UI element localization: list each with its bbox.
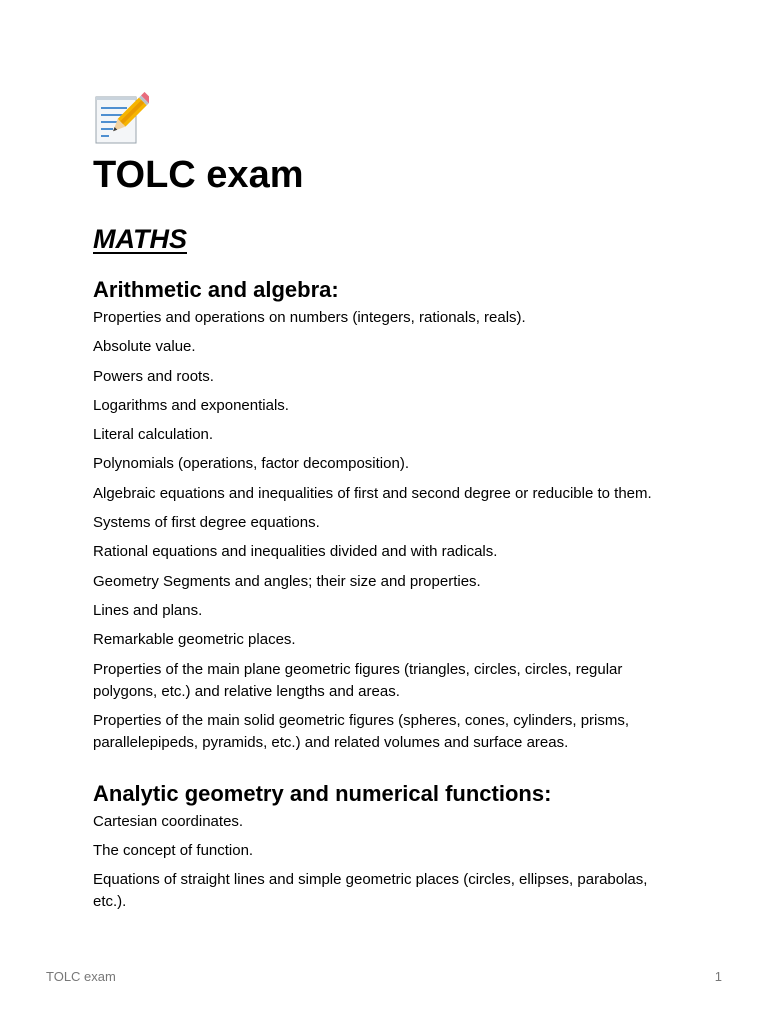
list-item: The concept of function. xyxy=(93,842,254,860)
footer-title: TOLC exam xyxy=(46,969,116,984)
document-body xyxy=(93,92,683,921)
list-item: Algebraic equations and inequalities of first and second degree or reducible to them. xyxy=(93,484,652,502)
topic-list xyxy=(93,307,683,754)
list-item: Powers and roots. xyxy=(93,367,214,385)
page-number: 1 xyxy=(714,969,722,984)
subsection-heading: Arithmetic and algebra: xyxy=(93,277,339,302)
list-item: Properties and operations on numbers (integers, rationals, reals). xyxy=(93,309,526,326)
topic-list xyxy=(93,811,683,914)
list-item: Absolute value. xyxy=(93,338,196,356)
list-item: Systems of first degree equations. xyxy=(93,514,320,532)
list-item: Logarithms and exponentials. xyxy=(93,396,289,414)
page-title: TOLC exam xyxy=(93,154,304,196)
list-item: Rational equations and inequalities divided and with radicals. xyxy=(93,543,498,561)
section-heading-maths: MATHS xyxy=(93,224,187,254)
list-item: Lines and plans. xyxy=(93,601,203,619)
list-item: Literal calculation. xyxy=(93,426,214,444)
subsection-heading: Analytic geometry and numerical functions: xyxy=(93,780,552,806)
memo-pencil-icon xyxy=(93,92,149,148)
list-item: Polynomials (operations, factor decomposition). xyxy=(93,455,409,473)
list-item: Equations of straight lines and simple geometric places (circles, ellipses, parabolas, etc.). xyxy=(93,871,648,911)
list-item: Cartesian coordinates. xyxy=(93,812,244,830)
list-item: Properties of the main plane geometric figures (triangles, circles, circles, regular polygons, etc.) and relative lengths and areas. xyxy=(93,660,623,700)
list-item: Properties of the main solid geometric figures (spheres, cones, cylinders, prisms, parallelepipeds, pyramids, etc.) and related volumes and surface areas. xyxy=(93,711,630,751)
list-item: Geometry Segments and angles; their size and properties. xyxy=(93,572,481,590)
list-item: Remarkable geometric places. xyxy=(93,631,296,649)
